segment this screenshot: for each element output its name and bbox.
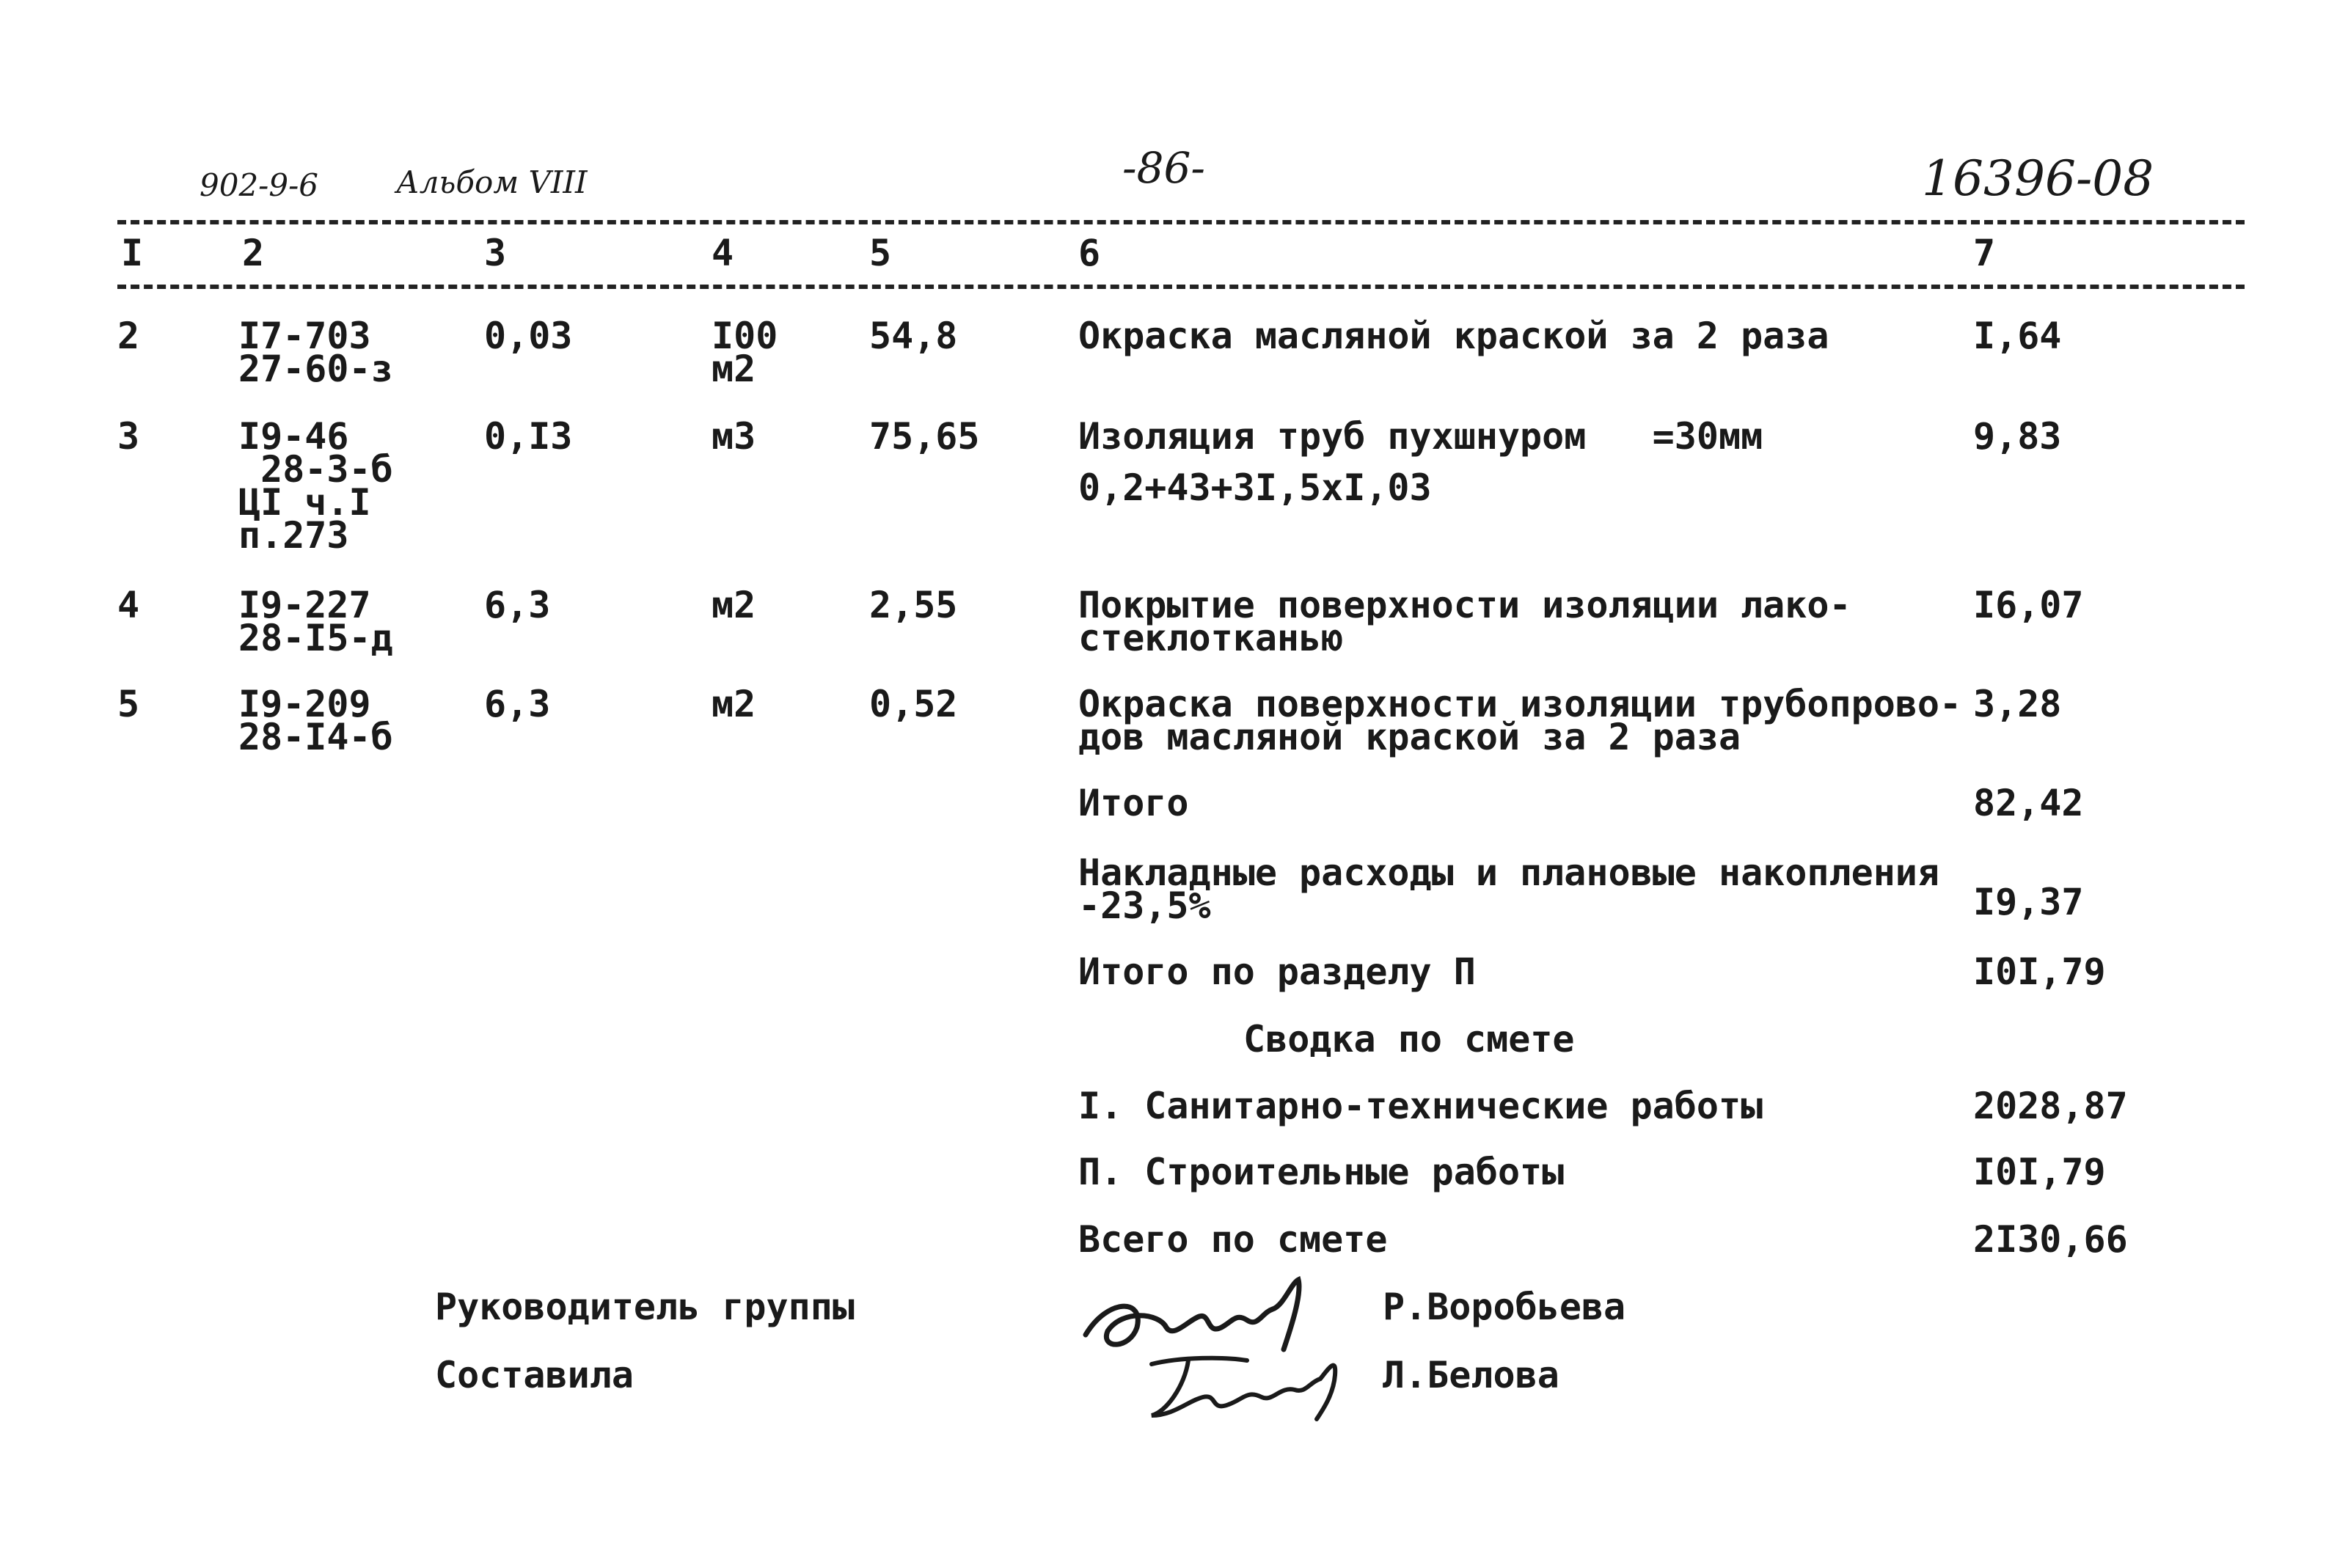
summary-item-label: I. Санитарно-технические работы	[1078, 1085, 1763, 1127]
rate-code: I9-209	[238, 683, 371, 725]
row-sum: 9,83	[1973, 415, 2062, 458]
rate-code: 28-3-б	[238, 448, 393, 491]
overhead-label: Накладные расходы и плановые накопления	[1078, 851, 1939, 894]
work-description: стеклотканью	[1078, 617, 1344, 659]
work-description: дов масляной краской за 2 раза	[1078, 716, 1741, 758]
work-description: Покрытие поверхности изоляции лако-	[1078, 584, 1851, 626]
unit-price: 0,52	[869, 683, 958, 725]
itogo-label: Итого	[1078, 782, 1189, 824]
signature-name: Л.Белова	[1383, 1354, 1559, 1396]
signature-name: Р.Воробьева	[1383, 1286, 1626, 1328]
col-header-6: 6	[1078, 232, 1101, 274]
row-sum: 3,28	[1973, 683, 2062, 725]
quantity: 6,3	[484, 584, 551, 626]
row-number: 2	[117, 315, 140, 357]
unit: м3	[712, 415, 756, 458]
row-number: 3	[117, 415, 140, 458]
signature-role: Руководитель группы	[435, 1286, 855, 1328]
quantity: 0,I3	[484, 415, 573, 458]
rate-code: 28-I4-б	[238, 716, 393, 758]
grand-total-label: Всего по смете	[1078, 1218, 1388, 1261]
signature-role: Составила	[435, 1354, 634, 1396]
doc-code: 902-9-6	[200, 167, 318, 203]
rate-code: п.273	[238, 514, 349, 557]
unit-price: 2,55	[869, 584, 958, 626]
overhead-value: I9,37	[1973, 881, 2084, 923]
col-header-3: 3	[484, 232, 507, 274]
section-total-label: Итого по разделу П	[1078, 950, 1476, 993]
page-number: -86-	[1122, 143, 1205, 193]
rate-code: 28-I5-д	[238, 617, 393, 659]
row-number: 4	[117, 584, 140, 626]
row-sum: I,64	[1973, 315, 2062, 357]
unit: I00	[712, 315, 778, 357]
itogo-value: 82,42	[1973, 782, 2084, 824]
unit: м2	[712, 584, 756, 626]
work-description: Окраска поверхности изоляции трубопрово-	[1078, 683, 1962, 725]
rate-code: ЦI ч.I	[238, 481, 371, 524]
summary-title: Сводка по смете	[1243, 1018, 1575, 1060]
unit-price: 75,65	[869, 415, 980, 458]
rate-code: I9-46	[238, 415, 349, 458]
summary-item-value: 2028,87	[1973, 1085, 2128, 1127]
col-header-5: 5	[869, 232, 892, 274]
unit: м2	[712, 683, 756, 725]
row-number: 5	[117, 683, 140, 725]
header-rule-bottom	[117, 285, 2245, 289]
section-total-value: I0I,79	[1973, 950, 2106, 993]
quantity: 6,3	[484, 683, 551, 725]
col-header-2: 2	[242, 232, 265, 274]
overhead-label: -23,5%	[1078, 884, 1211, 927]
col-header-1: I	[121, 232, 144, 274]
col-header-7: 7	[1973, 232, 1996, 274]
registration-number: 16396-08	[1922, 150, 2154, 207]
rate-code: I7-703	[238, 315, 371, 357]
rate-code: I9-227	[238, 584, 371, 626]
grand-total-value: 2I30,66	[1973, 1218, 2128, 1261]
rate-code: 27-60-з	[238, 348, 393, 390]
unit: м2	[712, 348, 756, 390]
handwritten-signature-2	[1137, 1342, 1372, 1430]
header-rule-top	[117, 220, 2245, 224]
summary-item-value: I0I,79	[1973, 1151, 2106, 1193]
col-header-4: 4	[712, 232, 734, 274]
work-description: Окраска масляной краской за 2 раза	[1078, 315, 1829, 357]
quantity: 0,03	[484, 315, 573, 357]
summary-item-label: П. Строительные работы	[1078, 1151, 1565, 1193]
work-description: Изоляция труб пухшнуром =30мм	[1078, 415, 1763, 458]
unit-price: 54,8	[869, 315, 958, 357]
album-label: Альбом VIII	[396, 164, 588, 200]
row-sum: I6,07	[1973, 584, 2084, 626]
work-description: 0,2+43+3I,5хI,03	[1078, 466, 1432, 509]
